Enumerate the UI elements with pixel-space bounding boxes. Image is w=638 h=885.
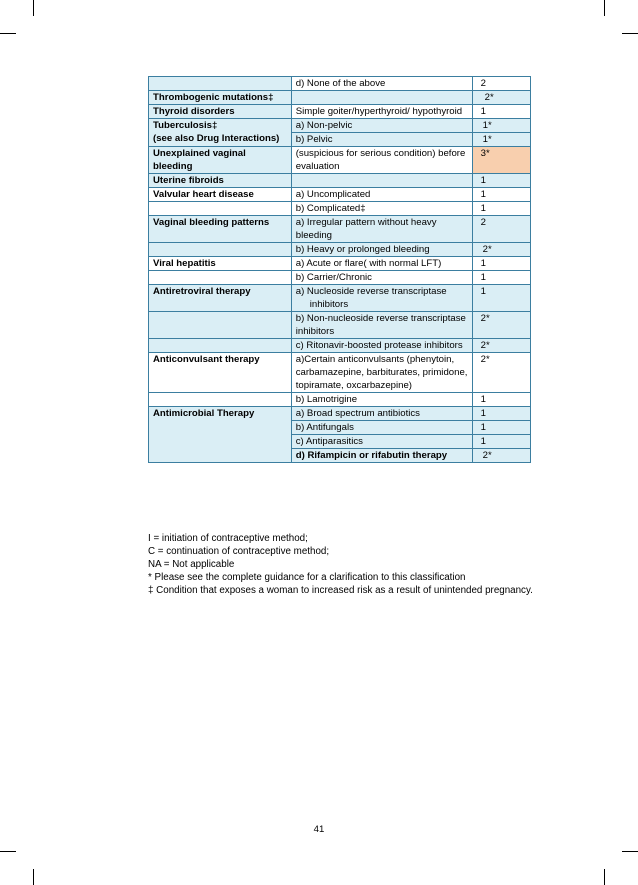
subcondition-continuation: inhibitors	[309, 299, 349, 310]
category-cell: 3*	[472, 147, 530, 174]
category-cell: 2*	[472, 449, 530, 463]
table-row	[149, 119, 531, 133]
condition-cell: Valvular heart disease	[149, 188, 292, 202]
category-cell: 2	[472, 77, 530, 91]
category-cell: 1*	[472, 119, 530, 133]
subcondition-cell: b) Carrier/Chronic	[291, 271, 472, 285]
subcondition-line: a) Nucleoside reverse transcriptase	[295, 286, 447, 297]
table-row	[149, 257, 531, 271]
eligibility-table	[148, 76, 531, 463]
condition-cell: Thyroid disorders	[149, 105, 292, 119]
condition-cell	[149, 77, 292, 91]
condition-cell: Anticonvulsant therapy	[149, 353, 292, 393]
footnote: I = initiation of contraceptive method;	[148, 533, 308, 544]
subcondition-cell: a)Certain anticonvulsants (phenytoin, carbamazepine, barbiturates, primidone, topiramate, oxcarbazepine)	[291, 353, 472, 393]
condition-line: Tuberculosis‡	[153, 120, 218, 131]
condition-cell	[149, 243, 292, 257]
table-row	[149, 271, 531, 285]
subcondition-cell	[291, 91, 472, 105]
condition-cell	[149, 393, 292, 407]
table-row	[149, 312, 531, 339]
condition-line: (see also Drug Interactions)	[153, 133, 280, 144]
table-row	[149, 407, 531, 421]
table-row	[149, 339, 531, 353]
table-row	[149, 216, 531, 243]
subcondition-cell: a) Non-pelvic	[291, 119, 472, 133]
crop-mark	[33, 0, 34, 16]
category-cell: 2*	[472, 312, 530, 339]
footnote: C = continuation of contraceptive method;	[148, 546, 330, 557]
page-number: 41	[313, 824, 325, 835]
condition-cell: Unexplained vaginal bleeding	[149, 147, 292, 174]
subcondition-cell: b) Pelvic	[291, 133, 472, 147]
category-cell: 2*	[472, 353, 530, 393]
category-cell: 2*	[472, 243, 530, 257]
condition-cell	[149, 202, 292, 216]
subcondition-cell: c) Antiparasitics	[291, 435, 472, 449]
crop-mark	[33, 869, 34, 885]
table-row	[149, 202, 531, 216]
subcondition-cell	[291, 285, 472, 312]
category-cell: 1	[472, 271, 530, 285]
subcondition-cell: b) Non-nucleoside reverse transcriptase inhibitors	[291, 312, 472, 339]
footnotes	[148, 532, 533, 597]
subcondition-cell: a) Broad spectrum antibiotics	[291, 407, 472, 421]
condition-cell	[149, 271, 292, 285]
crop-mark	[622, 33, 638, 34]
category-cell: 1	[472, 285, 530, 312]
condition-cell: Uterine fibroids	[149, 174, 292, 188]
category-cell: 1	[472, 393, 530, 407]
table-row	[149, 91, 531, 105]
footnote: NA = Not applicable	[148, 559, 235, 570]
condition-cell	[149, 119, 292, 147]
footnote: ‡ Condition that exposes a woman to increased risk as a result of unintended pregnancy.	[148, 585, 533, 596]
subcondition-cell: b) Lamotrigine	[291, 393, 472, 407]
condition-cell: Antimicrobial Therapy	[149, 407, 292, 463]
condition-cell: Vaginal bleeding patterns	[149, 216, 292, 243]
subcondition-cell: b) Heavy or prolonged bleeding	[291, 243, 472, 257]
crop-mark	[0, 851, 16, 852]
table-row	[149, 353, 531, 393]
footnote: * Please see the complete guidance for a clarification to this classification	[148, 572, 466, 583]
crop-mark	[622, 851, 638, 852]
subcondition-cell: Simple goiter/hyperthyroid/ hypothyroid	[291, 105, 472, 119]
condition-cell: Thrombogenic mutations‡	[149, 91, 292, 105]
condition-cell: Viral hepatitis	[149, 257, 292, 271]
condition-cell: Antiretroviral therapy	[149, 285, 292, 312]
crop-mark	[0, 33, 16, 34]
table-row	[149, 174, 531, 188]
subcondition-cell: b) Antifungals	[291, 421, 472, 435]
subcondition-cell: d) Rifampicin or rifabutin therapy	[291, 449, 472, 463]
category-cell: 1	[472, 421, 530, 435]
condition-cell	[149, 312, 292, 339]
subcondition-cell: d) None of the above	[291, 77, 472, 91]
subcondition-line	[296, 298, 469, 311]
table-row	[149, 105, 531, 119]
category-cell: 1	[472, 174, 530, 188]
subcondition-cell: a) Uncomplicated	[291, 188, 472, 202]
subcondition-cell: a) Irregular pattern without heavy bleeding	[291, 216, 472, 243]
table-row	[149, 285, 531, 312]
category-cell: 1	[472, 202, 530, 216]
category-cell: 1	[472, 407, 530, 421]
category-cell: 1	[472, 435, 530, 449]
category-cell: 1	[472, 257, 530, 271]
table-row	[149, 243, 531, 257]
subcondition-cell: b) Complicated‡	[291, 202, 472, 216]
table-row	[149, 77, 531, 91]
table-row	[149, 147, 531, 174]
subcondition-cell: a) Acute or flare( with normal LFT)	[291, 257, 472, 271]
condition-cell	[149, 339, 292, 353]
crop-mark	[604, 0, 605, 16]
category-cell: 2*	[472, 339, 530, 353]
subcondition-cell: c) Ritonavir-boosted protease inhibitors	[291, 339, 472, 353]
category-cell: 2*	[472, 91, 530, 105]
table-row	[149, 393, 531, 407]
category-cell: 1	[472, 188, 530, 202]
table-row	[149, 188, 531, 202]
subcondition-cell: (suspicious for serious condition) before evaluation	[291, 147, 472, 174]
category-cell: 1*	[472, 133, 530, 147]
subcondition-cell	[291, 174, 472, 188]
category-cell: 1	[472, 105, 530, 119]
crop-mark	[604, 869, 605, 885]
category-cell: 2	[472, 216, 530, 243]
